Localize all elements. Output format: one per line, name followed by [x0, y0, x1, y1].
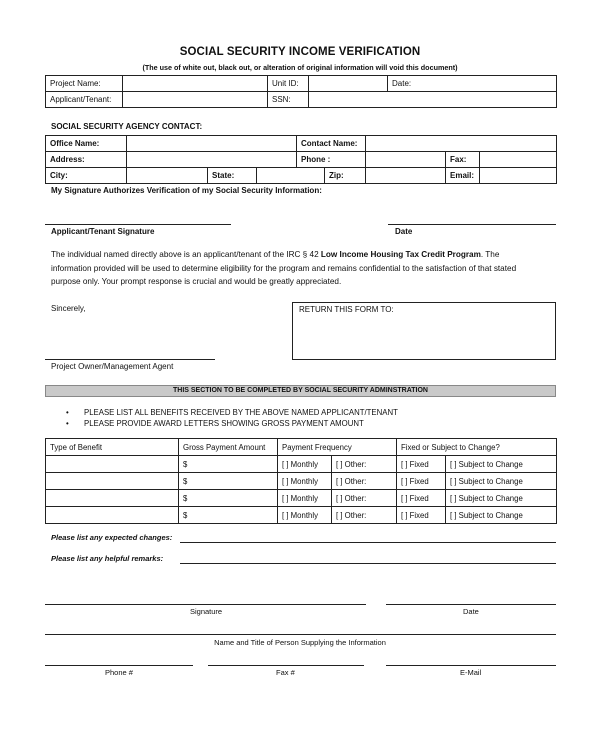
applicant-field[interactable] — [123, 92, 268, 108]
city-field[interactable] — [127, 168, 208, 184]
program-paragraph — [51, 248, 551, 289]
zip-field[interactable] — [366, 168, 446, 184]
ssa-instructions — [66, 407, 398, 429]
ssn-label: SSN: — [268, 92, 309, 108]
date-field[interactable]: Date: — [388, 76, 557, 92]
unit-id-field[interactable] — [309, 76, 388, 92]
benefit-type-field[interactable] — [46, 490, 179, 507]
paragraph-line-2: information provided will be used to determine eligibility for the program and remains confidential to the satisfaction of that stated — [51, 263, 517, 273]
gross-amount-field[interactable]: $ — [179, 507, 278, 524]
col-payment-frequency: Payment Frequency — [278, 439, 397, 456]
agency-heading: SOCIAL SECURITY AGENCY CONTACT: — [51, 122, 203, 131]
phone-field[interactable] — [366, 152, 446, 168]
return-form-box[interactable] — [292, 302, 556, 360]
col-gross-payment: Gross Payment Amount — [179, 439, 278, 456]
agent-signature-line[interactable] — [45, 359, 215, 360]
contact-name-field[interactable] — [366, 136, 557, 152]
form-title: SOCIAL SECURITY INCOME VERIFICATION — [179, 46, 421, 58]
benefits-table — [45, 438, 557, 524]
table-row — [46, 473, 557, 490]
subject-to-change-checkbox[interactable]: [ ] Subject to Change — [446, 456, 557, 473]
benefit-type-field[interactable] — [46, 473, 179, 490]
col-type-of-benefit: Type of Benefit — [46, 439, 179, 456]
phone-line[interactable] — [45, 665, 193, 666]
monthly-checkbox[interactable]: [ ] Monthly — [278, 473, 332, 490]
helpful-remarks-label: Please list any helpful remarks: — [51, 554, 164, 563]
city-label: City: — [46, 168, 127, 184]
supplier-signature-line[interactable] — [45, 604, 366, 605]
expected-changes-label: Please list any expected changes: — [51, 533, 173, 542]
fax-field[interactable] — [480, 152, 557, 168]
applicant-signature-line[interactable] — [45, 224, 231, 225]
fax-label: Fax: — [446, 152, 480, 168]
table-row — [46, 490, 557, 507]
fax-line[interactable] — [208, 665, 364, 666]
benefit-type-field[interactable] — [46, 456, 179, 473]
authorization-statement: My Signature Authorizes Verification of my Social Security Information: — [51, 186, 322, 195]
monthly-checkbox[interactable]: [ ] Monthly — [278, 490, 332, 507]
phone-label: Phone # — [105, 668, 133, 677]
ssa-section-banner: THIS SECTION TO BE COMPLETED BY SOCIAL SECURITY ADMINSTRATION — [45, 385, 556, 397]
monthly-checkbox[interactable]: [ ] Monthly — [278, 456, 332, 473]
email-label: Email: — [446, 168, 480, 184]
zip-label: Zip: — [325, 168, 366, 184]
program-name: Low Income Housing Tax Credit Program — [320, 250, 481, 259]
ssn-field[interactable] — [309, 92, 557, 108]
contact-name-label: Contact Name: — [297, 136, 366, 152]
state-field[interactable] — [257, 168, 325, 184]
instruction-item: • PLEASE PROVIDE AWARD LETTERS SHOWING GROSS PAYMENT AMOUNT — [66, 418, 398, 429]
applicant-date-label: Date — [395, 227, 413, 236]
return-form-label: RETURN THIS FORM TO: — [299, 305, 394, 314]
subject-to-change-checkbox[interactable]: [ ] Subject to Change — [446, 507, 557, 524]
expected-changes-line[interactable] — [180, 542, 556, 543]
other-checkbox[interactable]: [ ] Other: — [332, 473, 397, 490]
email-field[interactable] — [480, 168, 557, 184]
name-title-line[interactable] — [45, 634, 556, 635]
office-name-field[interactable] — [127, 136, 297, 152]
project-info-table — [45, 75, 557, 108]
agency-contact-table — [45, 135, 557, 184]
phone-label: Phone : — [297, 152, 366, 168]
benefit-type-field[interactable] — [46, 507, 179, 524]
form-subtitle: (The use of white out, black out, or alteration of original information will void this document) — [142, 63, 458, 72]
name-title-label: Name and Title of Person Supplying the Information — [214, 638, 386, 647]
gross-amount-field[interactable]: $ — [179, 473, 278, 490]
paragraph-line-1c: . The — [480, 250, 500, 259]
fixed-checkbox[interactable]: [ ] Fixed — [397, 456, 446, 473]
paragraph-line-3: purpose only. Your prompt response is crucial and would be greatly appreciated. — [51, 277, 342, 286]
sincerely-text: Sincerely, — [51, 304, 86, 313]
fixed-checkbox[interactable]: [ ] Fixed — [397, 473, 446, 490]
address-field[interactable] — [127, 152, 297, 168]
fixed-checkbox[interactable]: [ ] Fixed — [397, 507, 446, 524]
monthly-checkbox[interactable]: [ ] Monthly — [278, 507, 332, 524]
applicant-label: Applicant/Tenant: — [46, 92, 123, 108]
gross-amount-field[interactable]: $ — [179, 490, 278, 507]
instruction-item: • PLEASE LIST ALL BENEFITS RECEIVED BY THE ABOVE NAMED APPLICANT/TENANT — [66, 407, 398, 418]
email-label: E-Mail — [460, 668, 482, 677]
other-checkbox[interactable]: [ ] Other: — [332, 507, 397, 524]
helpful-remarks-line[interactable] — [180, 563, 556, 564]
table-row — [46, 456, 557, 473]
agent-label: Project Owner/Management Agent — [51, 362, 174, 371]
table-row — [46, 507, 557, 524]
fixed-checkbox[interactable]: [ ] Fixed — [397, 490, 446, 507]
subject-to-change-checkbox[interactable]: [ ] Subject to Change — [446, 473, 557, 490]
project-name-field[interactable] — [123, 76, 268, 92]
applicant-date-line[interactable] — [388, 224, 556, 225]
gross-amount-field[interactable]: $ — [179, 456, 278, 473]
other-checkbox[interactable]: [ ] Other: — [332, 490, 397, 507]
other-checkbox[interactable]: [ ] Other: — [332, 456, 397, 473]
col-fixed-or-subject: Fixed or Subject to Change? — [397, 439, 557, 456]
email-line[interactable] — [386, 665, 556, 666]
address-label: Address: — [46, 152, 127, 168]
paragraph-line-1a: The individual named directly above is an applicant/tenant of the IRC § 42 — [51, 250, 321, 259]
unit-id-label: Unit ID: — [268, 76, 309, 92]
applicant-signature-label: Applicant/Tenant Signature — [51, 227, 155, 236]
office-name-label: Office Name: — [46, 136, 127, 152]
supplier-date-label: Date — [463, 607, 479, 616]
fax-label: Fax # — [276, 668, 295, 677]
supplier-signature-label: Signature — [190, 607, 223, 616]
state-label: State: — [208, 168, 257, 184]
subject-to-change-checkbox[interactable]: [ ] Subject to Change — [446, 490, 557, 507]
supplier-date-line[interactable] — [386, 604, 556, 605]
project-name-label: Project Name: — [46, 76, 123, 92]
